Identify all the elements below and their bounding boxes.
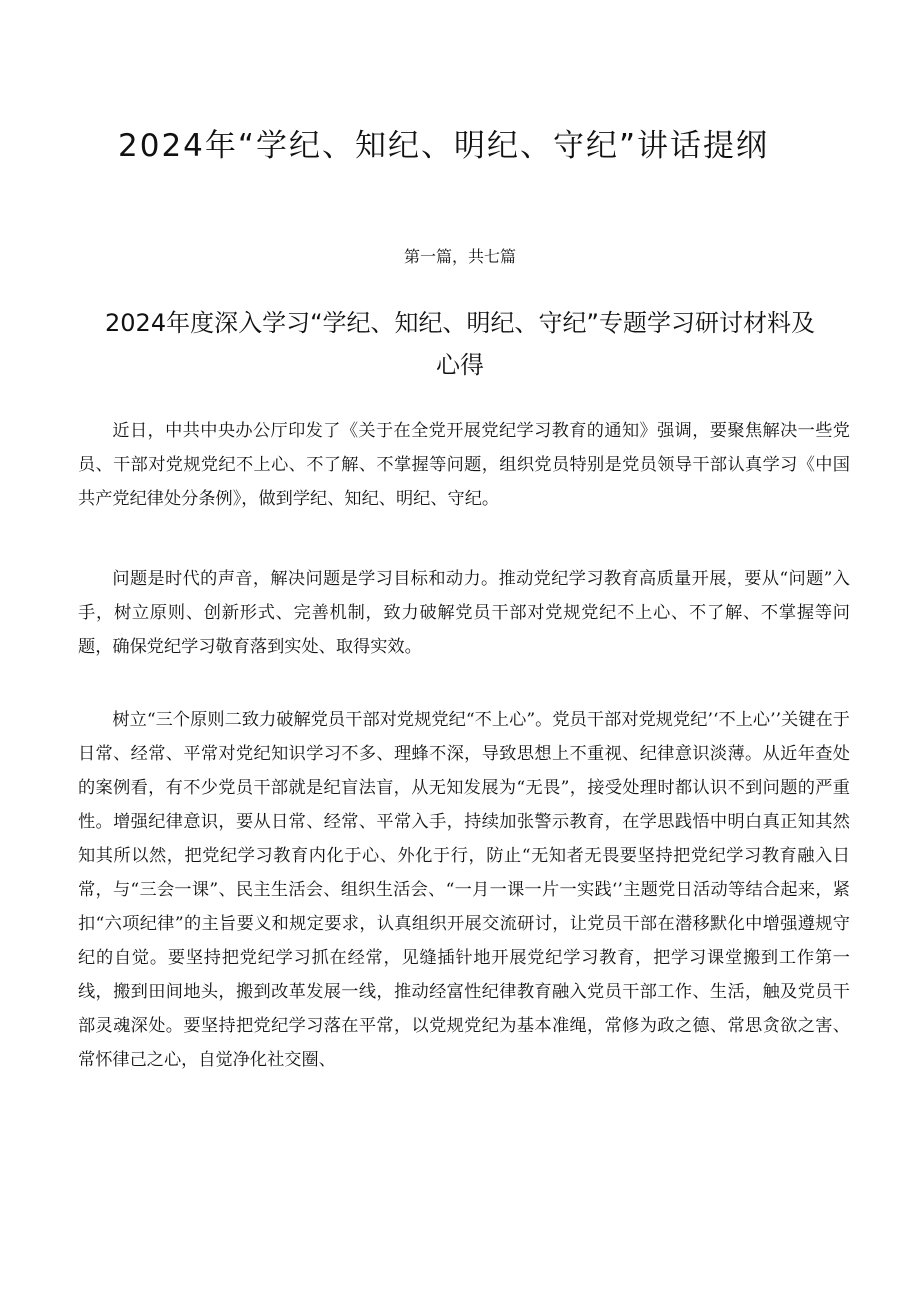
- document-title: 2024年“学纪、知纪、明纪、守纪”讲话提纲: [118, 128, 770, 164]
- paragraph-2: 问题是时代的声音，解决问题是学习目标和动力。推动党纪学习教育高质量开展，要从“问题”入手，树立原则、创新形式、完善机制，致力破解党员干部对党规党纪不上心、不了解、不掌握等问题，确保党纪学习敬育落到实处、取得实效。: [78, 569, 850, 657]
- paragraph-3: 树立“三个原则二致力破解党员干部对党规党纪“不上心”。党员干部对党规党纪’‘不上心’’关键在于日常、经常、平常对党纪知识学习不多、理蜂不深，导致思想上不重视、纪律意识淡薄。从近年查处的案例看，有不少党员干部就是纪盲法盲，从无知发展为“无畏”，接受处理时都认识不到问题的严重性。增强纪律意识，要从日常、经常、平常入手，持续加张警示教育，在学思践悟中明白真正知其然知其所以然，把党纪学习教育内化于心、外化于行，防止“无知者无畏要坚持把党纪学习教育融入日常，与“三会一课”、民主生活会、组织生活会、“一月一课一片一实践‘’主题党日活动等结合起来，紧扣“六项纪律”的主旨要义和规定要求，认真组织开展交流研讨，让党员干部在潜移默化中增强遵规守纪的自觉。要坚持把党纪学习抓在经常，见缝插针地开展党纪学习教育，把学习课堂搬到工作第一线，搬到田间地头，搬到改革发展一线，推动经富性纪律教育融入党员干部工作、生活，触及党员干部灵魂深处。要坚持把党纪学习落在平常，以党规党纪为基本准绳，常修为政之德、常思贪欲之害、常怀律己之心，自觉净化社交圈、: [78, 710, 850, 1070]
- paragraph-1: 近日，中共中央办公厅印发了《关于在全党开展党纪学习教育的通知》强调，要聚焦解决一些党员、干部对党规党纪不上心、不了解、不掌握等问题，组织党员特别是党员领导干部认真学习《中国共产党纪律处分条例》，做到学纪、知纪、明纪、守纪。: [78, 421, 850, 509]
- section-title: 2024年度深入学习“学纪、知纪、明纪、守纪”专题学习研讨材料及心得: [105, 309, 815, 379]
- part-label: 第一篇，共七篇: [403, 247, 516, 266]
